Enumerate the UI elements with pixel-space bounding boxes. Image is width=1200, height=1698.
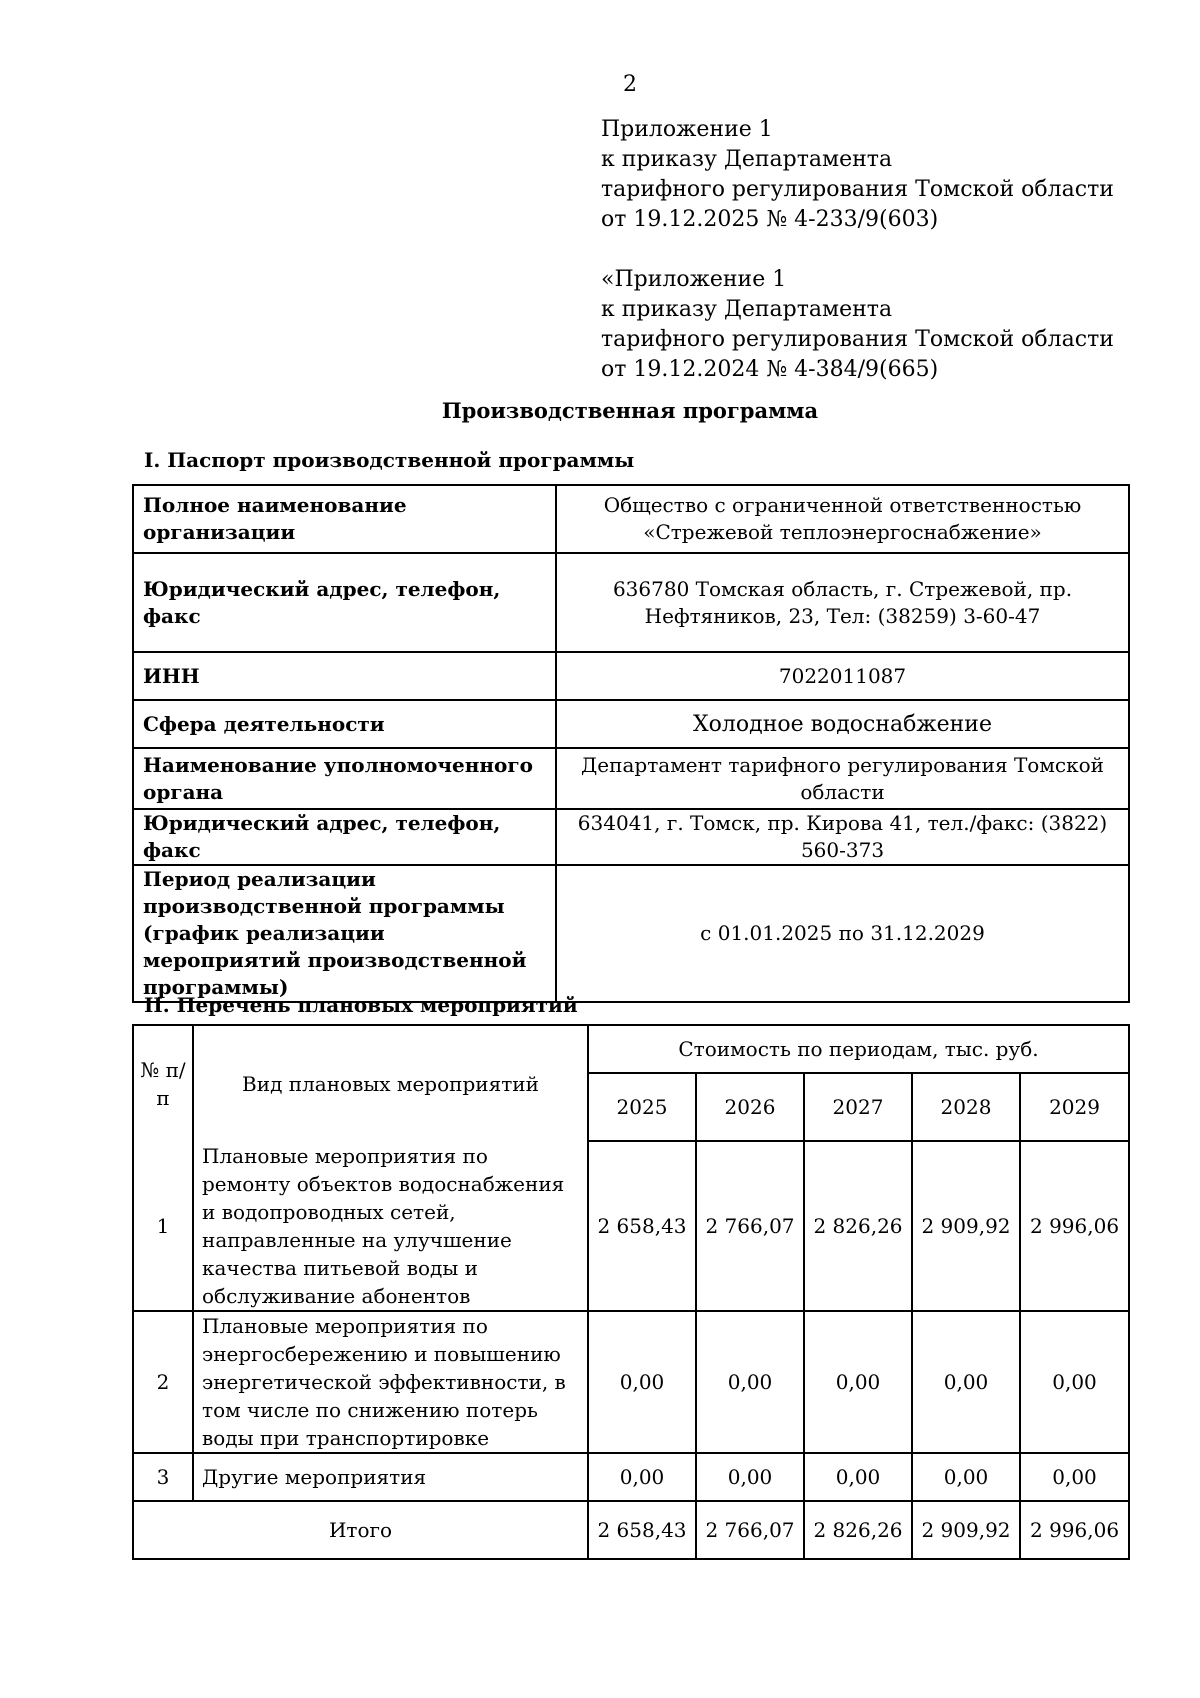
total-value: 2 658,43 xyxy=(588,1501,696,1559)
header-year: 2026 xyxy=(696,1073,804,1141)
passport-value: Холодное водоснабжение xyxy=(556,700,1129,748)
passport-label: Наименование уполномоченного органа xyxy=(133,748,556,809)
table-row xyxy=(133,1453,1129,1501)
total-value: 2 909,92 xyxy=(912,1501,1020,1559)
section-heading-passport: I. Паспорт производственной программы xyxy=(144,448,635,472)
table-header-row xyxy=(133,1025,1129,1073)
passport-value: с 01.01.2025 по 31.12.2029 xyxy=(556,865,1129,1002)
row-value: 2 909,92 xyxy=(912,1141,1020,1311)
appendix-line: Приложение 1 xyxy=(601,117,773,142)
table-row xyxy=(133,485,1129,553)
row-number: 2 xyxy=(133,1311,193,1453)
measures-table xyxy=(132,1024,1130,1560)
total-value: 2 996,06 xyxy=(1020,1501,1129,1559)
row-value: 0,00 xyxy=(804,1453,912,1501)
header-number: № п/п xyxy=(133,1025,193,1141)
appendix-line: к приказу Департамента xyxy=(601,147,893,172)
table-row xyxy=(133,1141,1129,1311)
page-number: 2 xyxy=(623,72,637,97)
header-year: 2029 xyxy=(1020,1073,1129,1141)
table-row xyxy=(133,553,1129,652)
table-row xyxy=(133,652,1129,700)
appendix-line: к приказу Департамента xyxy=(601,297,893,322)
appendix-line: тарифного регулирования Томской области xyxy=(601,177,1114,202)
passport-label: Юридический адрес, телефон, факс xyxy=(133,553,556,652)
row-name: Плановые мероприятия по ремонту объектов водоснабжения и водопроводных сетей, направленные на улучшение качества питьевой воды и обслуживание абонентов xyxy=(193,1141,588,1311)
appendix-line: от 19.12.2024 № 4-384/9(665) xyxy=(601,357,939,382)
header-year: 2025 xyxy=(588,1073,696,1141)
row-name: Другие мероприятия xyxy=(193,1453,588,1501)
table-row xyxy=(133,1311,1129,1453)
passport-value: Общество с ограниченной ответственностью «Стрежевой теплоэнергоснабжение» xyxy=(556,485,1129,553)
table-row xyxy=(133,700,1129,748)
passport-label: Юридический адрес, телефон, факс xyxy=(133,809,556,865)
header-type: Вид плановых мероприятий xyxy=(193,1025,588,1141)
passport-value: 7022011087 xyxy=(556,652,1129,700)
table-row xyxy=(133,865,1129,1002)
row-value: 2 658,43 xyxy=(588,1141,696,1311)
header-year: 2028 xyxy=(912,1073,1020,1141)
document-title: Производственная программа xyxy=(441,398,819,423)
row-value: 0,00 xyxy=(912,1311,1020,1453)
header-cost: Стоимость по периодам, тыс. руб. xyxy=(588,1025,1129,1073)
appendix-header-old xyxy=(601,265,1114,385)
header-year: 2027 xyxy=(804,1073,912,1141)
appendix-line: тарифного регулирования Томской области xyxy=(601,327,1114,352)
row-value: 0,00 xyxy=(588,1453,696,1501)
row-value: 0,00 xyxy=(1020,1453,1129,1501)
row-value: 0,00 xyxy=(804,1311,912,1453)
row-value: 2 766,07 xyxy=(696,1141,804,1311)
passport-value: 636780 Томская область, г. Стрежевой, пр. Нефтяников, 23, Тел: (38259) 3-60-47 xyxy=(556,553,1129,652)
row-number: 3 xyxy=(133,1453,193,1501)
row-value: 2 826,26 xyxy=(804,1141,912,1311)
row-number: 1 xyxy=(133,1141,193,1311)
appendix-header-new xyxy=(601,115,1114,235)
appendix-line: от 19.12.2025 № 4-233/9(603) xyxy=(601,207,939,232)
section-heading-measures: II. Перечень плановых мероприятий xyxy=(144,993,578,1017)
row-name: Плановые мероприятия по энергосбережению и повышению энергетической эффективности, в том числе по снижению потерь воды при транспортировке xyxy=(193,1311,588,1453)
row-value: 2 996,06 xyxy=(1020,1141,1129,1311)
passport-label: Период реализации производственной программы (график реализации мероприятий производственной программы) xyxy=(133,865,556,1002)
table-row xyxy=(133,809,1129,865)
row-value: 0,00 xyxy=(1020,1311,1129,1453)
passport-label: Сфера деятельности xyxy=(133,700,556,748)
table-total-row xyxy=(133,1501,1129,1559)
passport-label: ИНН xyxy=(133,652,556,700)
appendix-line: «Приложение 1 xyxy=(601,267,787,292)
row-value: 0,00 xyxy=(696,1311,804,1453)
total-value: 2 826,26 xyxy=(804,1501,912,1559)
row-value: 0,00 xyxy=(588,1311,696,1453)
passport-value: Департамент тарифного регулирования Томской области xyxy=(556,748,1129,809)
table-row xyxy=(133,748,1129,809)
passport-table xyxy=(132,484,1130,1003)
row-value: 0,00 xyxy=(696,1453,804,1501)
row-value: 0,00 xyxy=(912,1453,1020,1501)
passport-value: 634041, г. Томск, пр. Кирова 41, тел./факс: (3822) 560-373 xyxy=(556,809,1129,865)
total-value: 2 766,07 xyxy=(696,1501,804,1559)
passport-label: Полное наименование организации xyxy=(133,485,556,553)
total-label: Итого xyxy=(133,1501,588,1559)
